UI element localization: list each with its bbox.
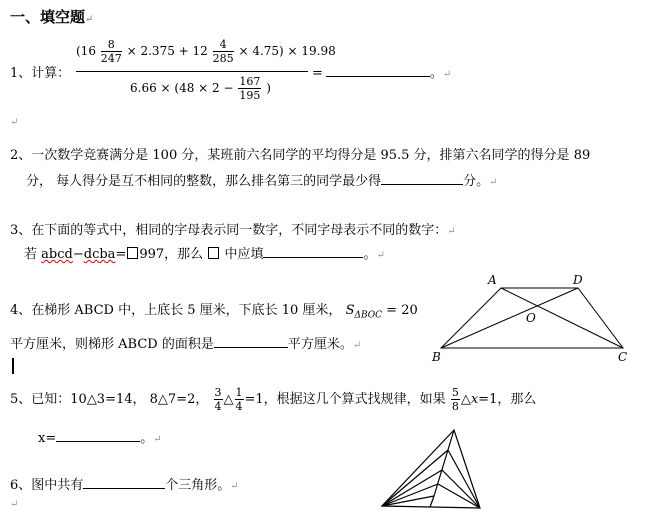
q5-line1: 5、已知：10△3=14， 8△7=2， $\frac{3}{4}$ △ $\frac{1}{4}$ =1，根据这几个算式找规律，如果 $\frac{5}{8}$ △x=1，那么 xyxy=(10,386,537,413)
q5-fraction-2: $\frac{1}{4}$ xyxy=(235,386,243,413)
q1-numerator: (16 $\frac{8}{247}$ × 2.375 + 12 $\frac{4}{285}$ × 4.75) × 19.98 xyxy=(76,38,336,65)
q1-fraction-a: $\frac{8}{247}$ xyxy=(100,38,122,65)
q2-answer-blank[interactable] xyxy=(381,184,463,185)
vertex-label-a: A xyxy=(488,273,497,287)
inner-line-1 xyxy=(382,450,448,506)
q2-line2: 分， 每人得分是互不相同的整数，那么排名第三的同学最少得 分。↵ xyxy=(26,174,498,189)
q1-fraction-b: $\frac{4}{285}$ xyxy=(212,38,234,65)
unknown-digit-box xyxy=(127,247,138,259)
q5-fraction-3: $\frac{5}{8}$ xyxy=(451,386,459,413)
q1-label: 1、计算： xyxy=(10,66,71,81)
inner-line-9 xyxy=(430,496,434,507)
q3-answer-blank[interactable] xyxy=(263,257,363,258)
q1-fraction-c: $\frac{167}{195}$ xyxy=(239,75,261,102)
q4-answer-blank[interactable] xyxy=(214,347,288,348)
q5-line2: x= 。↵ xyxy=(38,431,162,446)
empty-paragraph-1: ↵ xyxy=(10,117,19,128)
text-cursor xyxy=(12,358,14,374)
inner-line-3 xyxy=(382,484,438,506)
q6-line: 6、图中共有 个三角形。↵ xyxy=(10,478,239,493)
q3-line1: 3、在下面的等式中，相同的字母表示同一数字，不同字母表示不同的数字：↵ xyxy=(10,223,456,238)
q1-answer: = 。↵ xyxy=(312,66,452,81)
q1-fraction-bar xyxy=(76,71,308,72)
q6-answer-blank[interactable] xyxy=(83,488,165,489)
q3-line2: 若 abcd−dcba= 997，那么 中应填 。↵ xyxy=(24,247,385,262)
q2-line1: 2、一次数学竞赛满分是 100 分，某班前六名同学的平均得分是 95.5 分，排第六名同学的得分是 89 xyxy=(10,148,591,163)
q5-fraction-1: $\frac{3}{4}$ xyxy=(214,386,222,413)
section-title: 一、填空题↵ xyxy=(10,8,94,26)
q5-answer-blank[interactable] xyxy=(56,441,140,442)
empty-paragraph-2: ↵ xyxy=(10,499,19,510)
q4-line1: 4、在梯形 ABCD 中，上底长 5 厘米，下底长 10 厘米， $S_{\Delta BOC} = 20$ xyxy=(10,303,418,321)
unknown-digit-box-2 xyxy=(208,247,219,259)
vertex-label-b: B xyxy=(432,350,441,364)
q1-answer-blank[interactable] xyxy=(326,76,430,77)
vertex-label-d: D xyxy=(573,273,583,287)
triangle-count-figure xyxy=(376,426,486,514)
vertex-label-c: C xyxy=(618,350,628,364)
q1-denominator: 6.66 × (48 × 2 − $\frac{167}{195}$ ) xyxy=(130,75,271,102)
q4-line2: 平方厘米，则梯形 ABCD 的面积是 平方厘米。↵ xyxy=(10,337,362,352)
intersection-label-o: O xyxy=(526,311,536,325)
diagonal-ac xyxy=(501,288,623,348)
trapezoid-figure xyxy=(428,270,638,366)
diagonal-bd xyxy=(441,288,578,348)
